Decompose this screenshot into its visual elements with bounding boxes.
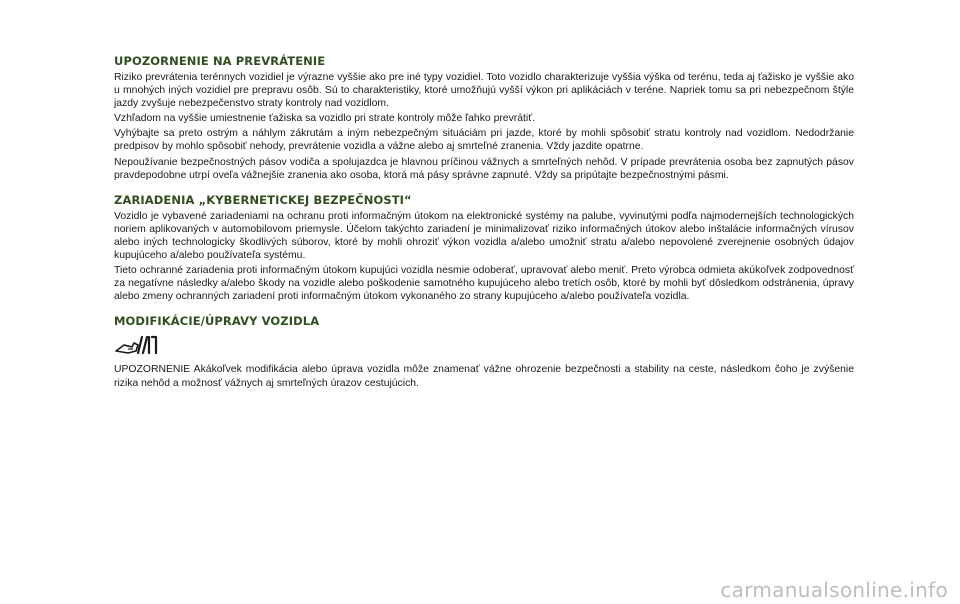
warning-hand-icon xyxy=(114,333,158,357)
section-heading: UPOZORNENIE NA PREVRÁTENIE xyxy=(114,54,326,68)
paragraph: Nepoužívanie bezpečnostných pásov vodiča a spolujazdca je hlavnou príčinou vážnych a smrteľných nehôd. V prípade prevrátenia osoba bez zapnutých pásov pravdepodobne utrpí oveľa vážnejšie zranenia ako osoba, ktorá má pásy správne zapnuté. Vždy sa pripútajte bezpečnostnými pásmi. xyxy=(114,156,854,181)
section-heading: MODIFIKÁCIE/ÚPRAVY VOZIDLA xyxy=(114,314,320,329)
paragraph: Vozidlo je vybavené zariadeniami na ochranu proti informačným útokom na elektronické systémy na palube, vyvinutými podľa najmodernejších technologických noriem aplikovaných v automobilovom priemysle. Účelom takýchto zariadení je minimalizovať riziko informačných útokov alebo inštalácie informačných vírusov alebo iných technologicky škodlivých súborov, ktoré by mohli ohroziť výkon vozidla a/alebo umožniť stratu a/alebo nepovolené zverejnenie osobných údajov kupujúceho a/alebo používateľa systému. xyxy=(114,210,854,262)
section-cybersecurity xyxy=(114,192,854,304)
paragraph: Riziko prevrátenia terénnych vozidiel je výrazne vyššie ako pre iné typy vozidiel. Toto vozidlo charakterizuje vyššia výška od terénu, teda aj ťažisko je vyššie ako u mnohých iných vozidiel pre prepravu osôb. Sú to charakteristiky, ktoré umožňujú vyšší výkon pri aplikáciách v teréne. Napriek tomu sa pri nebezpečnom štýle jazdy zvyšuje nebezpečenstvo straty kontroly nad vozidlom. xyxy=(114,72,854,110)
watermark: carmanualsonline.info xyxy=(720,578,948,602)
paragraph: Tieto ochranné zariadenia proti informačným útokom kupujúci vozidla nesmie odoberať, upravovať alebo meniť. Preto výrobca odmieta akúkoľvek zodpovednosť za negatívne následky a/alebo škody na vozidle alebo poškodenie samotného kupujúceho alebo tretích osôb, ktoré by mohli byť dôsledkom odstránenia, úpravy alebo zmeny ochranných zariadení proti informačným útokom vykonaného zo strany kupujúceho a/alebo používateľa vozidla. xyxy=(114,265,854,303)
section-heading: ZARIADENIA „KYBERNETICKEJ BEZPEČNOSTI“ xyxy=(114,192,412,207)
manual-page xyxy=(114,53,854,392)
paragraph: UPOZORNENIE Akákoľvek modifikácia alebo úprava vozidla môže znamenať vážne ohrozenie bezpečnosti a stability na ceste, následkom čoho je zvýšenie rizika nehôd a možnosť vážnych aj smrteľných úrazov cestujúcich. xyxy=(114,364,854,389)
section-vehicle-modifications xyxy=(114,313,854,389)
section-rollover-warning xyxy=(114,53,854,182)
paragraph: Vzhľadom na vyššie umiestnenie ťažiska sa vozidlo pri strate kontroly môže ľahko prevrátiť. xyxy=(114,113,536,125)
paragraph: Vyhýbajte sa preto ostrým a náhlym zákrutám a iným nebezpečným situáciám pri jazde, ktoré by mohli spôsobiť stratu kontroly nad vozidlom. Nedodržanie predpisov by mohlo spôsobiť nehody, prevrátenie vozidla a vážne alebo aj smrteľné zranenia. Vždy jazdite opatrne. xyxy=(114,128,854,153)
